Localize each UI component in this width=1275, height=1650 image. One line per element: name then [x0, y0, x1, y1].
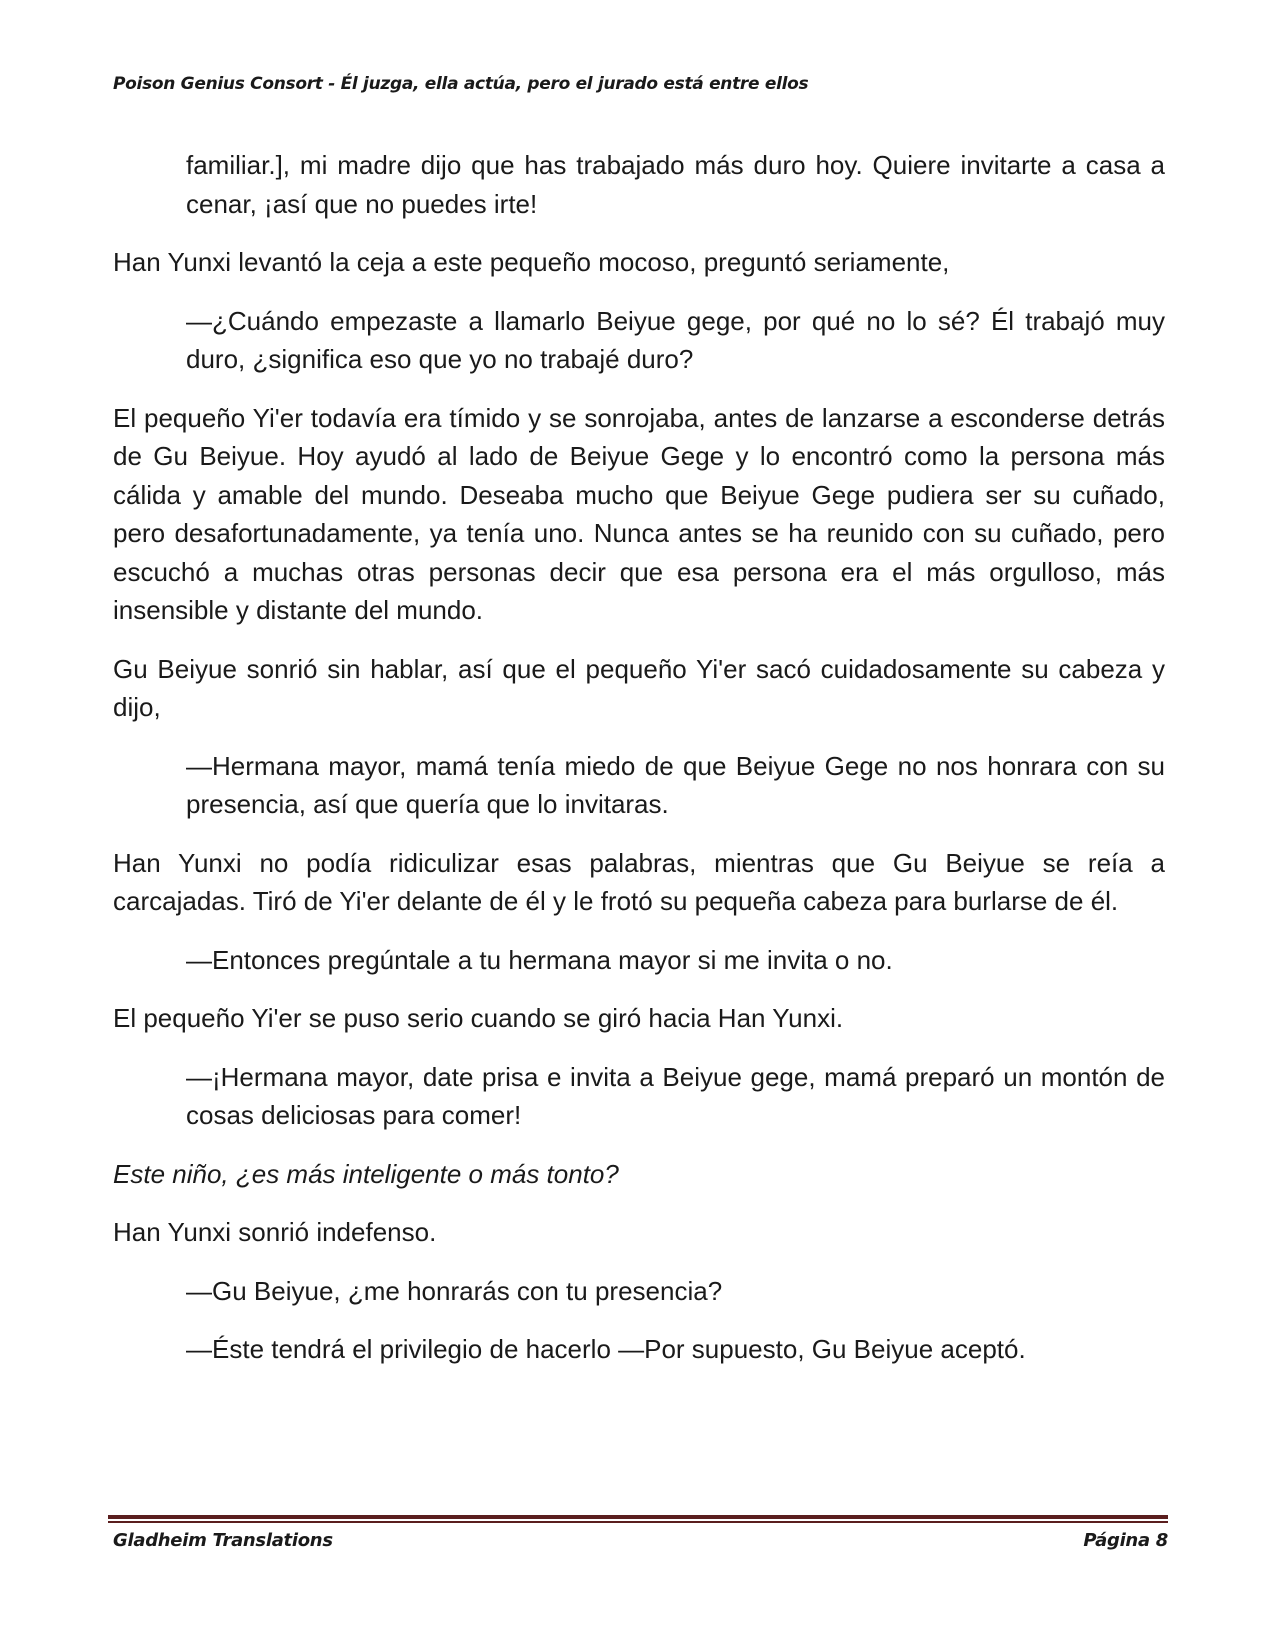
- footer-publisher: Gladheim Translations: [113, 1530, 333, 1551]
- paragraph: Han Yunxi levantó la ceja a este pequeño mocoso, preguntó seriamente,: [113, 247, 950, 277]
- paragraph: —Éste tendrá el privilegio de hacerlo —Por supuesto, Gu Beiyue aceptó.: [186, 1334, 1026, 1364]
- paragraph: Han Yunxi sonrió indefenso.: [113, 1217, 437, 1247]
- paragraph: familiar.], mi madre dijo que has trabajado más duro hoy. Quiere invitarte a casa a cenar, ¡así que no puedes irte!: [186, 150, 1165, 219]
- paragraph: —¿Cuándo empezaste a llamarlo Beiyue gege, por qué no lo sé? Él trabajó muy duro, ¿significa eso que yo no trabajé duro?: [186, 305, 1165, 374]
- footer-divider-thick-line: [108, 1515, 1168, 1519]
- paragraph: —Hermana mayor, mamá tenía miedo de que Beiyue Gege no nos honrara con su presencia, así que quería que lo invitaras.: [186, 750, 1165, 819]
- paragraph: Han Yunxi no podía ridiculizar esas palabras, mientras que Gu Beiyue se reía a carcajadas. Tiró de Yi'er delante de él y le frotó su pequeña cabeza para burlarse de él.: [113, 847, 1165, 916]
- footer-page-number: Página 8: [1083, 1530, 1168, 1551]
- paragraph: Gu Beiyue sonrió sin hablar, así que el pequeño Yi'er sacó cuidadosamente su cabeza y dijo,: [113, 653, 1165, 722]
- paragraph-italic-thought: Este niño, ¿es más inteligente o más tonto?: [113, 1158, 619, 1189]
- paragraph: El pequeño Yi'er se puso serio cuando se giró hacia Han Yunxi.: [113, 1003, 844, 1033]
- paragraph: —¡Hermana mayor, date prisa e invita a Beiyue gege, mamá preparó un montón de cosas deliciosas para comer!: [186, 1061, 1165, 1130]
- paragraph: El pequeño Yi'er todavía era tímido y se sonrojaba, antes de lanzarse a esconderse detrás de Gu Beiyue. Hoy ayudó al lado de Beiyue Gege y lo encontró como la persona más cálida y amable del mundo. Deseaba mucho que Beiyue Gege pudiera ser su cuñado, pero desafortunadamente, ya tenía uno. Nunca antes se ha reunido con su cuñado, pero escuchó a muchas otras personas decir que esa persona era el más orgulloso, más insensible y distante del mundo.: [113, 402, 1165, 625]
- paragraph: —Gu Beiyue, ¿me honrarás con tu presencia?: [186, 1275, 723, 1306]
- page-body: [113, 146, 1165, 1389]
- paragraph: —Entonces pregúntale a tu hermana mayor si me invita o no.: [186, 944, 893, 975]
- footer-divider-thin-line: [108, 1521, 1168, 1523]
- footer-divider: [108, 1515, 1168, 1524]
- page-header-title: Poison Genius Consort - Él juzga, ella actúa, pero el jurado está entre ellos: [113, 74, 809, 94]
